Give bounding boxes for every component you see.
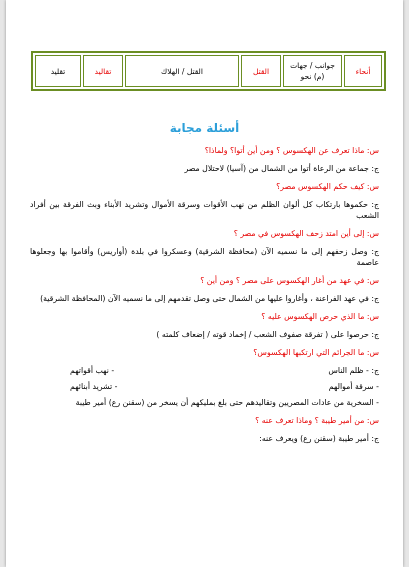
question-text: س: كيف حكم الهكسوس مصر؟ xyxy=(276,182,379,191)
question-text: س: من أمير طيبة ؟ وماذا تعرف عنه ؟ xyxy=(255,416,379,425)
question-text: س: إلى أين امتد زحف الهكسوس في مصر ؟ xyxy=(233,229,379,238)
page-title: أسئلة مجابة xyxy=(169,121,240,135)
answer-text: ج: أمير طيبة (سقنن رع) ويعرف عنه: xyxy=(259,434,379,443)
vocab-cell-meaning: القتل / الهلاك xyxy=(125,55,239,87)
question-text: س: ما الذي حرص الهكسوس عليه ؟ xyxy=(261,312,379,321)
crime-item: ج: - ظلم الناس xyxy=(328,366,379,375)
vocab-cell-meaning: تقليد xyxy=(35,55,81,87)
crime-item: - نهب أقواتهم xyxy=(70,366,115,375)
crime-item: - سرقة أموالهم xyxy=(328,382,379,391)
crimes-row xyxy=(30,381,379,392)
vocab-cell-meaning: جوانب / جهات (م) نحو xyxy=(283,55,342,87)
crimes-row xyxy=(30,365,379,376)
vocabulary-table xyxy=(31,51,386,91)
crime-item: - السخرية من عادات المصريين وتقاليدهم حتى بلغ بمليكهم أن يسخر من (سقنن رع) أمير طيبة xyxy=(75,398,379,407)
qa-section xyxy=(30,145,379,451)
answer-text: ج: جماعة من الرعاة أتوا من الشمال من (آسيا) لاحتلال مصر xyxy=(184,164,379,173)
question-text: س: ما الجرائم التي ارتكبها الهكسوس؟ xyxy=(253,348,379,357)
answer-text: ج: وصل زحفهم إلى ما نسميه الآن (محافظة الشرقية) وعسكروا في بلدة (أواريس) وأقاموا بها وجعلوها عاصمة xyxy=(30,247,379,267)
answer-text: ج: حكموها بارتكاب كل ألوان الظلم من نهب الأقوات وسرقة الأموال وتشريد الأبناء وبث الفرقة بين أفراد الشعب xyxy=(30,200,379,220)
question-text: س: في عهد من أغار الهكسوس على مصر ؟ ومن أين ؟ xyxy=(200,276,379,285)
vocab-cell-word: تقاليد xyxy=(83,55,123,87)
vocab-cell-word: أنحاء xyxy=(344,55,382,87)
answer-text: ج: حرصوا على ( تفرقة صفوف الشعب / إخماد قوته / إضعاف كلمته ) xyxy=(156,330,379,339)
vocab-cell-word: القتل xyxy=(241,55,281,87)
crime-item: - تشريد أبنائهم xyxy=(70,382,118,391)
document-page xyxy=(6,0,403,567)
answer-text: ج: في عهد الفراعنة ، وأغاروا عليها من الشمال حتى وصل تقدمهم إلى ما نسميه الآن (المحافظة الشرقية) xyxy=(40,294,379,303)
question-text: س: ماذا تعرف عن الهكسوس ؟ ومن أين أتوا؟ ولماذا؟ xyxy=(204,146,379,155)
